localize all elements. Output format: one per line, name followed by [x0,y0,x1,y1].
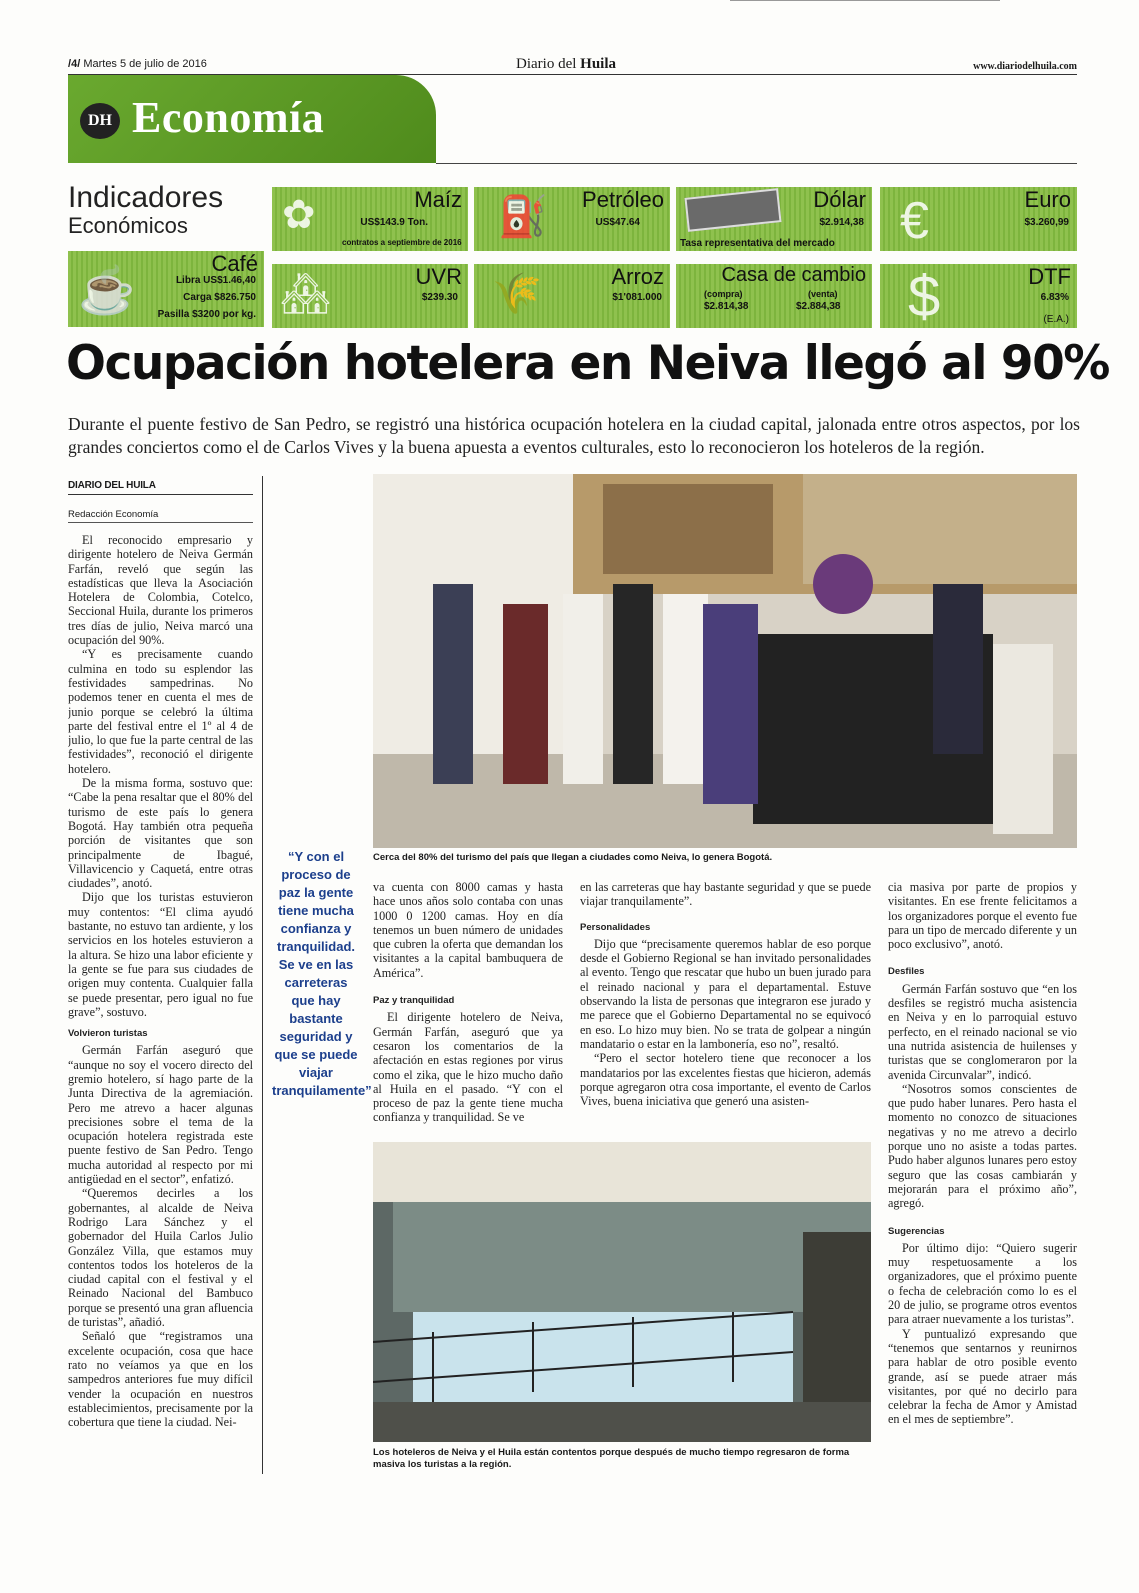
paragraph: “Nosotros somos conscientes de que pudo haber lunares. Pero hasta el momento no conozco de situaciones negativas y no me atrevo a decirlo porque uno no asiste a todas partes. Pudo haber algunos lunares pero estoy seguro que las cosas cambiarán y mejorarán para el próximo año”, agregó. [888,1081,1077,1211]
paragraph: va cuenta con 8000 camas y hasta hace unos años solo contaba con unas 1000 0 1200 camas. Hoy en día tenemos un buen número de unidades que cubren la oferta que demandan los visitantes a la capital bambuquera de América”. [373,880,563,980]
indicator-arroz [474,264,670,328]
venta-label: (venta) [808,289,838,299]
photo-caption-1: Cerca del 80% del turismo del país que llegan a ciudades como Neiva, lo genera Bogotá. [373,852,773,863]
indicator-note: Tasa representativa del mercado [680,238,835,249]
indicator-name: Maíz [414,187,462,212]
indicator-cafe [68,251,264,327]
indicator-value: 6.83% [1040,292,1069,303]
paragraph: Germán Farfán aseguró que “aunque no soy el vocero directo del gremio hotelero, sí hago parte de la Junta Directiva de la agremiación. Pero me atrevo a hacer algunas precisiones sobre el tema de la ocupación hotelera registrada este puente festivo de San Pedro. Tengo mucha autoridad al respecto por mi antigüedad en el sector”, enfatizó. [68,1043,253,1187]
paragraph: Dijo que “precisamente queremos hablar de eso porque desde el Gobierno Regional se han invitado personalidades al evento. Tengo que rescatar que hubo un buen jurado para el reinado nacional y para el departamental. Estuve observando la lista de personas que integraron ese jurado y me parece que el Gobierno Departamental no se equivocó en eso. Lo hizo muy bien. No se trata de golpear a ningún mandatario o estar en la lambonería, eso no”, resaltó. [580,936,871,1051]
indicator-name: Petróleo [582,187,664,212]
venta-value: $2.884,38 [796,301,841,312]
page-number: 4 [71,58,78,70]
indicators-title: Indicadores [68,181,224,214]
paragraph: “Pero el sector hotelero tiene que reconocer a los mandatarios por las excelentes fiestas que hicieron, además porque agregaron otra cosa importante, el evento de Carlos Vives, buena iniciativa que generó una asisten- [580,1051,871,1109]
masthead-prefix: Diario del [516,56,577,72]
cafe-carga: Carga $826.750 [183,292,256,303]
indicator-value: US$143.9 Ton. [360,217,428,228]
article-column-5 [888,880,1077,1480]
indicator-note: contratos a septiembre de 2016 [342,238,462,247]
paragraph: cia masiva por parte de propios y visitantes. En ese frente felicitamos a los organizadores porque el evento fue para un tipo de mercado diferente y un poco exclusivo”, anotó. [888,880,1077,952]
byline-desk: Redacción Economía [68,509,159,520]
article-column-3 [373,880,563,1130]
dh-logo: DH [80,103,120,139]
section-rule [436,163,1077,164]
paragraph: Por último dijo: “Quiero sugerir muy respetuosamente a los organizadores, que el próximo puente o fecha de celebración como lo es el 20 de julio, se programe otros eventos para atraer nuevamente a los turistas”. [888,1240,1077,1327]
paragraph: Señaló que “registramos una excelente ocupación, cosa que hace rato no veíamos ya que en los sampedros anteriores fue muy difícil vender la ocupación en nuestros establecimientos, precisamente por la cobertura que tiene la ciudad. Nei- [68,1329,253,1430]
indicator-dolar [676,187,872,251]
indicator-dtf [880,264,1077,328]
pull-quote: “Y con el proceso de paz la gente tiene mucha confianza y tranquilidad. Se ve en las carreteras que hay bastante seguridad y que se puede viajar tranquilamente” [272,849,372,1098]
compra-label: (compra) [704,289,743,299]
page-date-line: /4/ Martes 5 de julio de 2016 [68,58,207,70]
indicator-name: Café [211,251,258,276]
subhead-volvieron: Volvieron turistas [68,1028,148,1040]
paragraph: De la misma forma, sostuvo que: “Cabe la pena resaltar que el 80% del turismo de este país lo genera Bogotá. Hay también otra pequeña porción de visitantes que son principalmente de Ibagué, Villavicencio y Caquetá, entre otras ciudades”, anotó. [68,776,253,891]
indicator-value: $1'081.000 [612,292,662,303]
subhead-personalidades: Personalidades [580,921,651,933]
article-headline: Ocupación hotelera en Neiva llegó al 90% [66,336,1109,391]
cafe-pasilla: Pasilla $3200 por kg. [157,309,256,320]
hotel-pool-illustration [373,1142,871,1442]
hotel-pool-photo [373,1142,871,1442]
indicator-name: DTF [1028,264,1071,289]
subhead-paz: Paz y tranquilidad [373,995,455,1007]
indicator-note: (E.A.) [1043,314,1069,325]
hotel-lobby-illustration [373,474,1077,848]
paragraph: El reconocido empresario y dirigente hotelero de Neiva Germán Farfán, reveló que según las estadísticas que lleva la Asociación Hotelera de Colombia, Cotelco, Seccional Huila, durante los primeros tres días de julio, Neiva marcó una ocupación del 90%. [68,533,253,648]
indicator-name: UVR [415,264,462,289]
column-divider [262,476,263,1474]
rice-plant-icon: 🌾 [492,272,542,316]
indicator-value: $2.914,38 [819,217,864,228]
article-column-1 [68,533,253,1473]
indicator-name: Arroz [611,264,664,289]
paragraph: en las carreteras que hay bastante seguridad y que se puede viajar tranquilamente”. [580,880,871,909]
website-url[interactable]: www.diariodelhuila.com [973,61,1077,72]
euro-icon: € [900,192,929,250]
subhead-sugerencias: Sugerencias [888,1225,945,1237]
indicator-name: Casa de cambio [721,264,866,286]
dollar-bills-icon [684,188,781,232]
dollar-sign-icon: $ [908,264,941,328]
indicator-name: Euro [1024,187,1071,212]
indicators-subtitle: Económicos [68,213,188,238]
indicator-casa-cambio [676,264,872,328]
paragraph: El dirigente hotelero de Neiva, Germán Farfán, aseguró que ya cesaron los comentarios de la afectación en estas regiones por virus como el zika, que le hizo mucho daño al Huila en el pasado. “Y con el proceso de paz la gente tiene mucha confianza y tranquilidad. Se ve [373,1010,563,1125]
corn-icon: ✿ [282,193,316,237]
paragraph: “Y es precisamente cuando culmina en todo su esplendor las festividades sampedrinas. No podemos tener en cuenta el mes de junio porque se celebró la última parte del festival entre el 1º al 4 de julio, lo que fue la parte central de las festividades”, reconoció el dirigente hotelero. [68,647,253,776]
indicator-name: Dólar [813,187,866,212]
article-column-4 [580,880,871,1130]
compra-value: $2.814,38 [704,301,749,312]
paragraph: Germán Farfán sostuvo que “en los desfiles se registró mucha asistencia en Neiva y en lo parroquial estuvo perfecto, en el reinado nacional se vio una nutrida asistencia de huilenses y turistas que se conglomeraron por la avenida Circunvalar”, indicó. [888,981,1077,1082]
masthead [516,56,616,73]
masthead-bold: Huila [580,56,617,72]
paragraph: “Queremos decirles a los gobernantes, al alcalde de Neiva Rodrigo Lara Sánchez y el gobernador del Huila Carlos Julio González Villa, que estamos muy contentos todos los hoteleros de la ciudad capital con el festival y el Reinado Nacional del Bambuco porque se presentó una gran afluencia de turistas”, añadió. [68,1186,253,1330]
indicator-value: $239.30 [421,292,458,303]
byline-rule [68,494,253,495]
cafe-libra: Libra US$1.46,40 [175,275,256,286]
byline-desk-rule [68,522,253,523]
issue-date: Martes 5 de julio de 2016 [83,58,207,70]
byline: DIARIO DEL HUILA [68,480,156,491]
photo-caption-2: Los hoteleros de Neiva y el Huila están contentos porque después de mucho tiempo regresaron de forma masiva los turistas a la región. [373,1447,850,1470]
hotel-lobby-photo [373,474,1077,848]
indicator-value: $3.260,99 [1024,217,1069,228]
indicator-value: US$47.64 [595,217,640,228]
indicator-maiz [272,187,468,251]
article-deck: Durante el puente festivo de San Pedro, se registró una histórica ocupación hotelera en la ciudad capital, jalonada entre otros aspectos, por los grandes conciertos como el de Carlos Vives y la buena apuesta a eventos culturales, esto lo reconocieron los hoteleros de la región. [68,414,1080,457]
coffee-cup-icon: ☕ [78,264,136,316]
section-title: Economía [132,93,325,142]
houses-icon: 🏘 [280,272,331,316]
oil-derrick-icon: ⛽ [498,195,548,239]
indicator-euro [880,187,1077,251]
indicator-petroleo [474,187,670,251]
indicator-uvr [272,264,468,328]
top-border [730,0,1000,1]
subhead-desfiles: Desfiles [888,966,925,978]
paragraph: Dijo que los turistas estuvieron muy contentos: “El clima ayudó bastante, no estuvo tan ardiente, y los servicios en los hoteles estuvieron a la altura. Se hizo una labor eficiente y la gente se fue para sus ciudades de origen muy contenta. Cualquier falla se puede presentar, pero igual no fue grave”, sostuvo. [68,890,253,1019]
paragraph: Y puntualizó expresando que “tenemos que sentarnos y reunirnos para hablar de otro posible evento grande, así se puede atraer más visitantes, por qué no decirlo para celebrar la fecha de Amor y Amistad en el mes de septiembre”. [888,1326,1077,1427]
